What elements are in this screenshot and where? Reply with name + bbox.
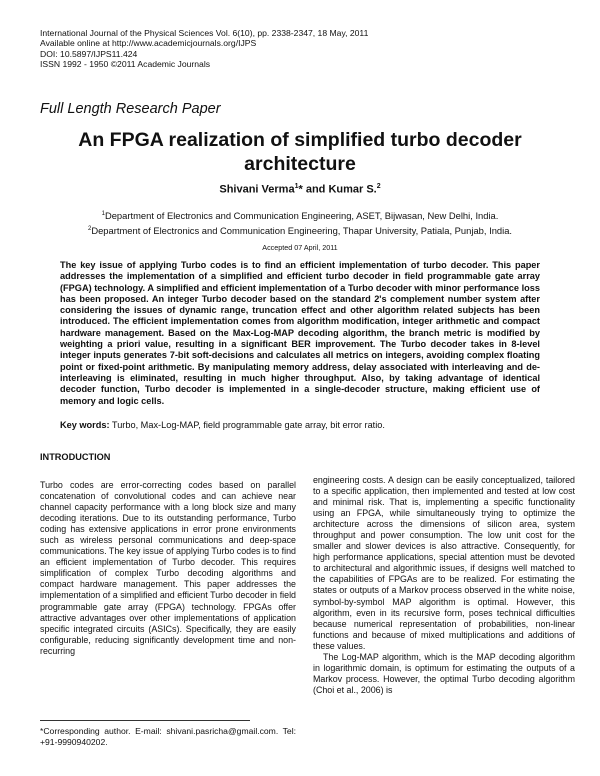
body-column-left: Turbo codes are error-correcting codes based on parallel concatenation of convolutional codes and can achieve near channel capacity performance with a long block size and many decoding iterations. Due to its outstanding performance, Turbo coding has extensive applications in error prone environments such as wireless personal communications and deep-space communications. The key issue of applying Turbo codes is to find an efficient implementation of Turbo decoder. This requires simplification of complex Turbo decoding algorithms and compact hardware management. This paper addresses the implementation of a simplified and efficient Turbo decoder in field programmable gate array (FPGA) technology. FPGAs offer attractive advantages over other implementations of application specific integrated circuits (ASICs). Specifically, they are easily configurable, reducing significantly development time and non-recurring bbox=[40, 480, 296, 656]
author-2-name: Kumar S. bbox=[328, 183, 377, 196]
author-1-name: Shivani Verma bbox=[219, 183, 295, 196]
author-connector: and bbox=[302, 183, 329, 196]
keywords-text: Turbo, Max-Log-MAP, field programmable gate array, bit error ratio. bbox=[109, 420, 385, 430]
affiliation-2 bbox=[0, 223, 600, 238]
affiliations bbox=[0, 208, 600, 237]
title-line-2: architecture bbox=[244, 153, 356, 175]
author-1-affil-mark: 1 bbox=[294, 183, 299, 190]
keywords bbox=[60, 420, 540, 430]
author-2-affil-mark: 2 bbox=[376, 183, 381, 190]
author-1-corresponding-mark: * bbox=[298, 183, 303, 196]
body-paragraph: engineering costs. A design can be easily conceptualized, tailored to a specific application, then implemented and tested at low cost and minimal risk. That is, implementing a specific functionality using an FPGA, while simultaneously trying to optimize the architecture across the dimensions of silicon area, system throughput and power consumption. The low unit cost for the smaller and slower devices is also attractive. Consequently, for high performance applications, special attention must be devoted to architectural and algorithmic issues, if designs well matched to the capabilities of FPGAs are to be realized. For estimating the states or outputs of a Markov process observed in the white noise, symbol-by-symbol MAP algorithm is optimal. However, this algorithm, even in its recursive form, poses technical difficulties because numerical representation of probabilities, non-linear functions and because of mixed multiplications and additions of these values. bbox=[313, 475, 575, 651]
title-line-1: An FPGA realization of simplified turbo decoder bbox=[78, 129, 522, 151]
affiliation-1-text: Department of Electronics and Communication Engineering, ASET, Bijwasan, New Delhi, India. bbox=[104, 210, 499, 222]
keywords-label: Key words: bbox=[60, 420, 110, 430]
affiliation-1-mark: 1 bbox=[101, 211, 105, 217]
accepted-date: Accepted 07 April, 2011 bbox=[262, 243, 338, 252]
paper-type: Full Length Research Paper bbox=[40, 101, 221, 117]
journal-citation: International Journal of the Physical Sciences Vol. 6(10), pp. 2338-2347, 18 May, 2011 bbox=[40, 28, 369, 38]
corresponding-author-footnote: *Corresponding author. E-mail: shivani.pasricha@gmail.com. Tel: +91-9990940202. bbox=[40, 726, 296, 747]
paper-title bbox=[0, 128, 600, 176]
abstract: The key issue of applying Turbo codes is to find an efficient implementation of turbo decoder. This paper addresses the implementation of a simplified and efficient turbo decoder in field programmable gate array (FPGA) technology. A simplified and efficient implementation of a Turbo decoder with minor performance loss has been proposed. An integer Turbo decoder based on the standard 2's complement number system after considering the issues of dynamic range, truncation effect and other algorithm related subjects has been introduced. The efficient implementation comes from algorithm modification, integer arithmetic and compact hardware management. Based on the Max-Log-MAP decoding algorithm, the branch metric is modified by weighting a priori value, resulting in a significant BER improvement. The Turbo decoder takes in 8-level integer inputs generates 7-bit soft-decisions and calculates all metrics on integers, avoiding complex floating point or fixed-point arithmetic. By manipulating memory address, delay associated with interleaving and de-interleaving is eliminated, resulting in much higher throughput. Also, by taking advantage of identical decoder function, Turbo decoder is implemented in a single-decoder structure, making efficient use of memory and logic cells. bbox=[60, 260, 540, 406]
affiliation-2-mark: 2 bbox=[87, 225, 92, 232]
section-heading-introduction: INTRODUCTION bbox=[40, 452, 111, 462]
journal-issn: ISSN 1992 - 1950 ©2011 Academic Journals bbox=[40, 59, 211, 70]
affiliation-2-text: Department of Electronics and Communication Engineering, Thapar University, Patiala, Punjab, India. bbox=[91, 224, 513, 236]
body-paragraph: The Log-MAP algorithm, which is the MAP decoding algorithm in logarithmic domain, is optimum for estimating the outputs of a Markov process. However, the optimal Turbo decoding algorithm (Choi et al., 2006) is bbox=[313, 651, 575, 695]
journal-header bbox=[40, 28, 368, 70]
author-list bbox=[0, 183, 600, 196]
body-column-right bbox=[313, 475, 575, 696]
journal-doi: DOI: 10.5897/IJPS11.424 bbox=[40, 48, 138, 59]
journal-url: Available online at http://www.academicjournals.org/IJPS bbox=[40, 38, 257, 49]
footnote-divider bbox=[40, 720, 250, 721]
affiliation-1 bbox=[0, 208, 600, 223]
